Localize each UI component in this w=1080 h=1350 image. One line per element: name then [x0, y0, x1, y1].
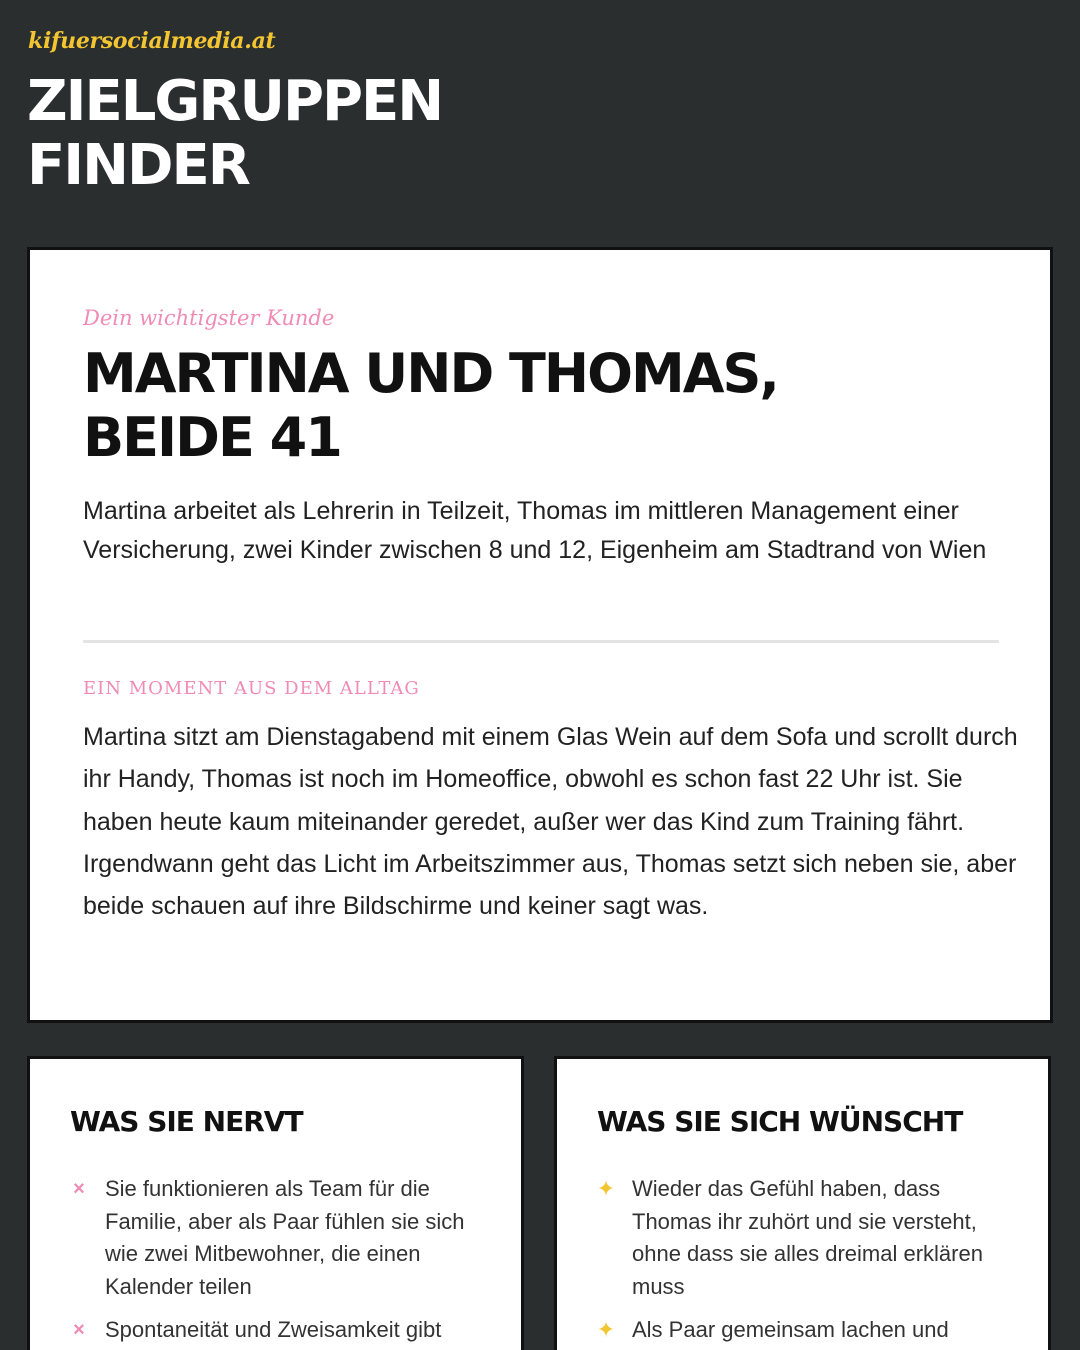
list-item: [68, 1173, 488, 1303]
divider: [83, 640, 999, 643]
list-item: [68, 1314, 488, 1347]
sparkle-icon: ✦: [596, 1317, 616, 1342]
wishes-heading: WAS SIE SICH WÜNSCHT: [597, 1105, 963, 1138]
persona-description: Martina arbeitet als Lehrerin in Teilzeit, Thomas im mittleren Management einer Versicherung, zwei Kinder zwischen 8 und 12, Eigenheim am Stadtrand von Wien: [83, 497, 987, 564]
persona-name: [83, 342, 1003, 470]
sparkle-icon: ✦: [596, 1176, 616, 1201]
cross-icon: ×: [73, 1178, 85, 1200]
list-item-text: Sie funktionieren als Team für die Familie, aber als Paar fühlen sie sich wie zwei Mitbewohner, die einen Kalender teilen: [105, 1176, 465, 1299]
list-item: [595, 1314, 1015, 1347]
list-item-text: Als Paar gemeinsam lachen und: [632, 1317, 949, 1342]
moment-text: Martina sitzt am Dienstagabend mit einem Glas Wein auf dem Sofa und scrollt durch ihr Handy, Thomas ist noch im Homeoffice, obwohl es schon fast 22 Uhr ist. Sie haben heute kaum miteinander geredet, außer wer das Kind zum Training fährt. Irgendwann geht das Licht im Arbeitszimmer aus, Thomas setzt sich neben sie, aber beide schauen auf ihre Bildschirme und keiner sagt was.: [83, 723, 1018, 921]
list-item: [595, 1173, 1015, 1303]
brand-logo-text: kifuersocialmedia.at: [28, 28, 276, 54]
persona-name-line: BEIDE 41: [83, 406, 341, 469]
page-title: [27, 70, 442, 198]
page-title-line: FINDER: [27, 133, 249, 198]
list-item-text: Wieder das Gefühl haben, dass Thomas ihr zuhört und sie versteht, ohne dass sie alles dreimal erklären muss: [632, 1176, 983, 1299]
persona-card: [27, 247, 1053, 1023]
page-title-line: ZIELGRUPPEN: [27, 69, 443, 134]
pain-points-heading: WAS SIE NERVT: [70, 1105, 303, 1138]
persona-kicker: Dein wichtigster Kunde: [83, 306, 335, 330]
cross-icon: ×: [73, 1319, 85, 1341]
wishes-card: [554, 1056, 1051, 1350]
pain-points-list: [68, 1173, 488, 1350]
list-item-text: Spontaneität und Zweisamkeit gibt: [105, 1317, 442, 1342]
persona-name-line: MARTINA UND THOMAS,: [83, 342, 778, 405]
pain-points-card: [27, 1056, 524, 1350]
wishes-list: [595, 1173, 1015, 1350]
moment-section-label: EIN MOMENT AUS DEM ALLTAG: [83, 678, 420, 699]
